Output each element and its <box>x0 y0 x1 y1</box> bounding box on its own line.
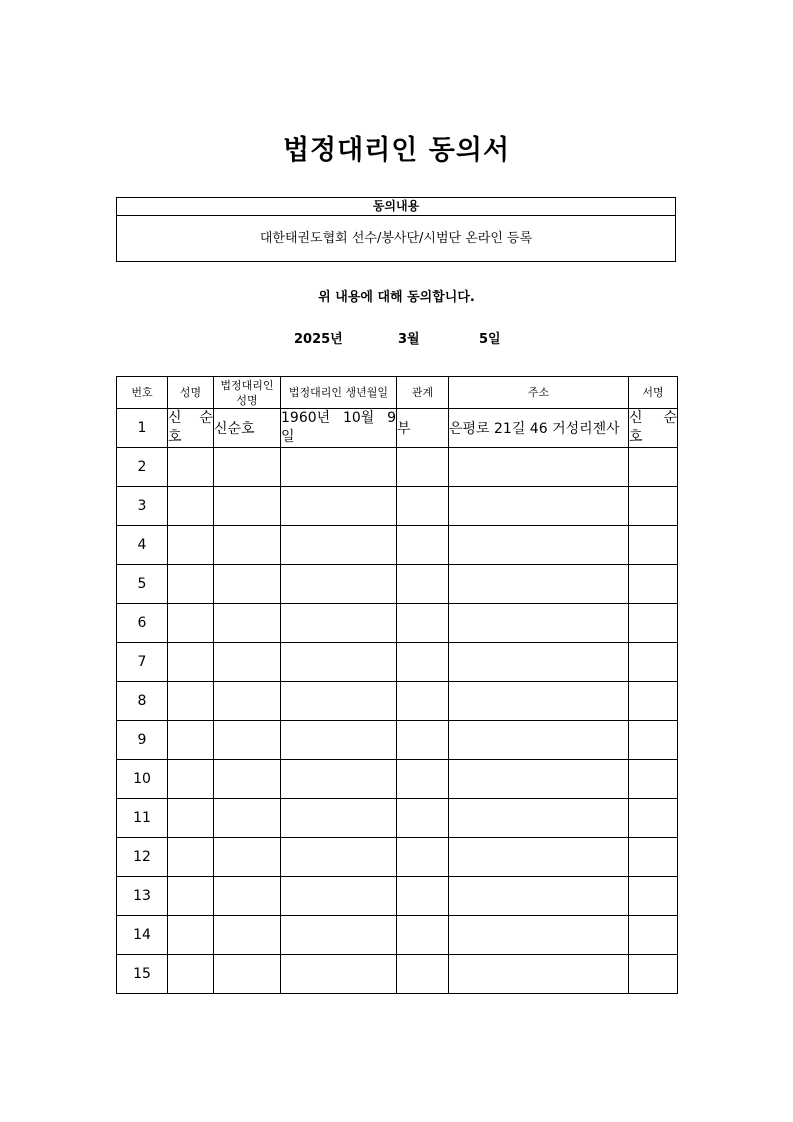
cell-name-text <box>168 877 213 915</box>
cell-signature[interactable] <box>629 487 678 526</box>
cell-guardian-birth[interactable] <box>281 916 397 955</box>
cell-guardian-birth-text: 1960년 10월 9 일 <box>281 410 396 445</box>
cell-relation[interactable] <box>397 877 449 916</box>
table-row <box>117 682 678 721</box>
cell-guardian-birth[interactable] <box>281 487 397 526</box>
cell-signature-text: 신 순 호 <box>629 410 677 445</box>
cell-address[interactable] <box>449 799 629 838</box>
header-number: 번호 <box>117 377 168 409</box>
cell-guardian-birth-text <box>281 721 396 759</box>
table-row <box>117 643 678 682</box>
cell-guardian-name[interactable] <box>214 877 281 916</box>
table-row <box>117 916 678 955</box>
table-row <box>117 721 678 760</box>
cell-relation[interactable] <box>397 487 449 526</box>
cell-signature-text <box>629 643 677 681</box>
cell-signature-text <box>629 721 677 759</box>
cell-guardian-birth[interactable] <box>281 448 397 487</box>
cell-name-text <box>168 643 213 681</box>
table-row <box>117 487 678 526</box>
cell-guardian-name[interactable] <box>214 799 281 838</box>
cell-guardian-name[interactable] <box>214 643 281 682</box>
cell-number[interactable] <box>117 487 168 526</box>
cell-signature-text <box>629 487 677 525</box>
cell-address[interactable] <box>449 487 629 526</box>
table-row <box>117 799 678 838</box>
cell-address[interactable] <box>449 682 629 721</box>
cell-number[interactable] <box>117 838 168 877</box>
cell-number[interactable] <box>117 721 168 760</box>
cell-signature[interactable] <box>629 643 678 682</box>
cell-address[interactable] <box>449 916 629 955</box>
cell-number[interactable] <box>117 448 168 487</box>
cell-name-text <box>168 682 213 720</box>
cell-number-text: 3 <box>137 498 147 514</box>
cell-relation[interactable] <box>397 448 449 487</box>
table-row <box>117 760 678 799</box>
table-row <box>117 955 678 994</box>
cell-address[interactable] <box>449 565 629 604</box>
cell-address[interactable] <box>449 643 629 682</box>
cell-number-text: 5 <box>137 576 147 592</box>
table-header-row <box>117 377 678 409</box>
cell-signature[interactable] <box>629 409 678 448</box>
cell-relation[interactable] <box>397 916 449 955</box>
cell-guardian-name[interactable] <box>214 955 281 994</box>
cell-address[interactable] <box>449 877 629 916</box>
cell-name[interactable] <box>168 487 214 526</box>
cell-relation[interactable] <box>397 682 449 721</box>
cell-signature[interactable] <box>629 721 678 760</box>
cell-name[interactable] <box>168 409 214 448</box>
cell-guardian-birth[interactable] <box>281 760 397 799</box>
cell-signature[interactable] <box>629 955 678 994</box>
cell-guardian-name[interactable] <box>214 682 281 721</box>
cell-signature-text <box>629 448 677 486</box>
cell-signature[interactable] <box>629 448 678 487</box>
table-row <box>117 604 678 643</box>
agree-statement: 위 내용에 대해 동의합니다. <box>318 290 475 305</box>
cell-address[interactable] <box>449 448 629 487</box>
cell-name-text <box>168 799 213 837</box>
cell-signature[interactable] <box>629 916 678 955</box>
cell-name-text <box>168 721 213 759</box>
document-title: 법정대리인 동의서 <box>282 135 511 166</box>
cell-number[interactable] <box>117 409 168 448</box>
header-guardian-name: 법정대리인 성명 <box>214 377 281 409</box>
cell-name[interactable] <box>168 448 214 487</box>
header-signature: 서명 <box>629 377 678 409</box>
cell-number[interactable] <box>117 604 168 643</box>
cell-guardian-name[interactable] <box>214 916 281 955</box>
cell-number[interactable] <box>117 565 168 604</box>
cell-relation[interactable] <box>397 799 449 838</box>
cell-guardian-name[interactable] <box>214 409 281 448</box>
cell-name[interactable] <box>168 838 214 877</box>
cell-name[interactable] <box>168 604 214 643</box>
cell-number[interactable] <box>117 643 168 682</box>
cell-guardian-birth-text <box>281 526 396 564</box>
cell-number-text: 13 <box>133 888 151 904</box>
cell-name[interactable] <box>168 799 214 838</box>
cell-guardian-birth[interactable] <box>281 799 397 838</box>
header-relation: 관계 <box>397 377 449 409</box>
header-address: 주소 <box>449 377 629 409</box>
cell-number-text: 6 <box>137 615 147 631</box>
cell-address[interactable] <box>449 760 629 799</box>
cell-name[interactable] <box>168 955 214 994</box>
cell-relation[interactable] <box>397 838 449 877</box>
cell-guardian-birth[interactable] <box>281 955 397 994</box>
cell-guardian-birth-text <box>281 604 396 642</box>
cell-relation[interactable] <box>397 643 449 682</box>
cell-guardian-birth-text <box>281 643 396 681</box>
cell-relation[interactable] <box>397 955 449 994</box>
cell-relation[interactable] <box>397 526 449 565</box>
cell-name[interactable] <box>168 565 214 604</box>
cell-number[interactable] <box>117 526 168 565</box>
cell-relation-text: 부 <box>397 421 411 437</box>
cell-address[interactable] <box>449 409 629 448</box>
cell-name-text <box>168 526 213 564</box>
cell-relation[interactable] <box>397 565 449 604</box>
cell-name-text <box>168 448 213 486</box>
cell-number-text: 14 <box>133 927 151 943</box>
cell-name-text <box>168 955 213 993</box>
cell-guardian-birth[interactable] <box>281 877 397 916</box>
cell-signature-text <box>629 604 677 642</box>
cell-guardian-birth-text <box>281 916 396 954</box>
cell-signature-text <box>629 955 677 993</box>
table-row <box>117 409 678 448</box>
cell-signature[interactable] <box>629 604 678 643</box>
date-year: 2025년 <box>294 332 343 347</box>
cell-guardian-birth[interactable] <box>281 838 397 877</box>
cell-signature[interactable] <box>629 760 678 799</box>
cell-signature[interactable] <box>629 838 678 877</box>
cell-name-text <box>168 565 213 603</box>
date-month: 3월 <box>398 332 420 347</box>
cell-name[interactable] <box>168 721 214 760</box>
table-row <box>117 838 678 877</box>
cell-signature-text <box>629 682 677 720</box>
cell-guardian-birth[interactable] <box>281 682 397 721</box>
cell-guardian-name-text: 신순호 <box>214 421 255 437</box>
cell-name[interactable] <box>168 916 214 955</box>
cell-number-text: 10 <box>133 771 151 787</box>
table-row <box>117 565 678 604</box>
cell-name[interactable] <box>168 760 214 799</box>
cell-name[interactable] <box>168 877 214 916</box>
cell-guardian-birth-text <box>281 760 396 798</box>
cell-guardian-birth[interactable] <box>281 409 397 448</box>
cell-signature[interactable] <box>629 682 678 721</box>
cell-name[interactable] <box>168 643 214 682</box>
cell-number-text: 9 <box>137 732 147 748</box>
cell-signature-text <box>629 916 677 954</box>
header-guardian-birth: 법정대리인 생년월일 <box>281 377 397 409</box>
consent-header: 동의내용 <box>117 198 675 216</box>
table-row <box>117 526 678 565</box>
consent-box <box>116 197 676 262</box>
cell-guardian-name[interactable] <box>214 565 281 604</box>
cell-guardian-birth[interactable] <box>281 721 397 760</box>
cell-number-text: 12 <box>133 849 151 865</box>
cell-name[interactable] <box>168 526 214 565</box>
cell-guardian-birth-text <box>281 487 396 525</box>
cell-number[interactable] <box>117 760 168 799</box>
cell-number[interactable] <box>117 682 168 721</box>
cell-address[interactable] <box>449 955 629 994</box>
table-row <box>117 448 678 487</box>
cell-guardian-birth-text <box>281 799 396 837</box>
cell-guardian-birth[interactable] <box>281 526 397 565</box>
cell-signature[interactable] <box>629 565 678 604</box>
cell-number-text: 4 <box>137 537 147 553</box>
cell-name-text: 신 순 호 <box>168 410 213 445</box>
cell-signature-text <box>629 565 677 603</box>
cell-guardian-name[interactable] <box>214 448 281 487</box>
cell-number-text: 8 <box>137 693 147 709</box>
cell-number[interactable] <box>117 877 168 916</box>
cell-guardian-birth-text <box>281 838 396 876</box>
cell-guardian-birth-text <box>281 565 396 603</box>
cell-guardian-birth-text <box>281 448 396 486</box>
guardian-table <box>116 376 678 994</box>
consent-body: 대한태권도협회 선수/봉사단/시범단 온라인 등록 <box>259 231 533 246</box>
cell-guardian-birth-text <box>281 877 396 915</box>
cell-guardian-name[interactable] <box>214 721 281 760</box>
cell-guardian-birth[interactable] <box>281 565 397 604</box>
cell-name-text <box>168 487 213 525</box>
cell-guardian-birth[interactable] <box>281 604 397 643</box>
cell-guardian-name[interactable] <box>214 526 281 565</box>
cell-guardian-name[interactable] <box>214 604 281 643</box>
table-body <box>117 409 678 994</box>
cell-name-text <box>168 838 213 876</box>
cell-address[interactable] <box>449 526 629 565</box>
cell-guardian-name[interactable] <box>214 838 281 877</box>
cell-signature-text <box>629 799 677 837</box>
cell-number-text: 15 <box>133 966 151 982</box>
cell-number-text: 11 <box>133 810 151 826</box>
cell-signature-text <box>629 526 677 564</box>
cell-relation[interactable] <box>397 409 449 448</box>
cell-address[interactable] <box>449 721 629 760</box>
cell-relation[interactable] <box>397 760 449 799</box>
cell-number[interactable] <box>117 916 168 955</box>
cell-guardian-birth[interactable] <box>281 643 397 682</box>
cell-signature-text <box>629 877 677 915</box>
cell-number-text: 7 <box>137 654 147 670</box>
date-day: 5일 <box>479 332 501 347</box>
cell-guardian-birth-text <box>281 955 396 993</box>
cell-signature-text <box>629 838 677 876</box>
cell-signature[interactable] <box>629 526 678 565</box>
cell-name-text <box>168 916 213 954</box>
cell-name-text <box>168 604 213 642</box>
cell-signature-text <box>629 760 677 798</box>
cell-name-text <box>168 760 213 798</box>
cell-signature[interactable] <box>629 799 678 838</box>
cell-guardian-birth-text <box>281 682 396 720</box>
cell-number-text: 2 <box>137 459 147 475</box>
cell-signature[interactable] <box>629 877 678 916</box>
cell-guardian-name[interactable] <box>214 487 281 526</box>
table-row <box>117 877 678 916</box>
cell-number[interactable] <box>117 799 168 838</box>
cell-relation[interactable] <box>397 721 449 760</box>
cell-number-text: 1 <box>137 420 147 436</box>
cell-relation[interactable] <box>397 604 449 643</box>
cell-address-text: 은평로 21길 46 거성리젠사 <box>449 421 620 437</box>
cell-name[interactable] <box>168 682 214 721</box>
cell-number[interactable] <box>117 955 168 994</box>
header-name: 성명 <box>168 377 214 409</box>
cell-address[interactable] <box>449 604 629 643</box>
cell-guardian-name[interactable] <box>214 760 281 799</box>
cell-address[interactable] <box>449 838 629 877</box>
